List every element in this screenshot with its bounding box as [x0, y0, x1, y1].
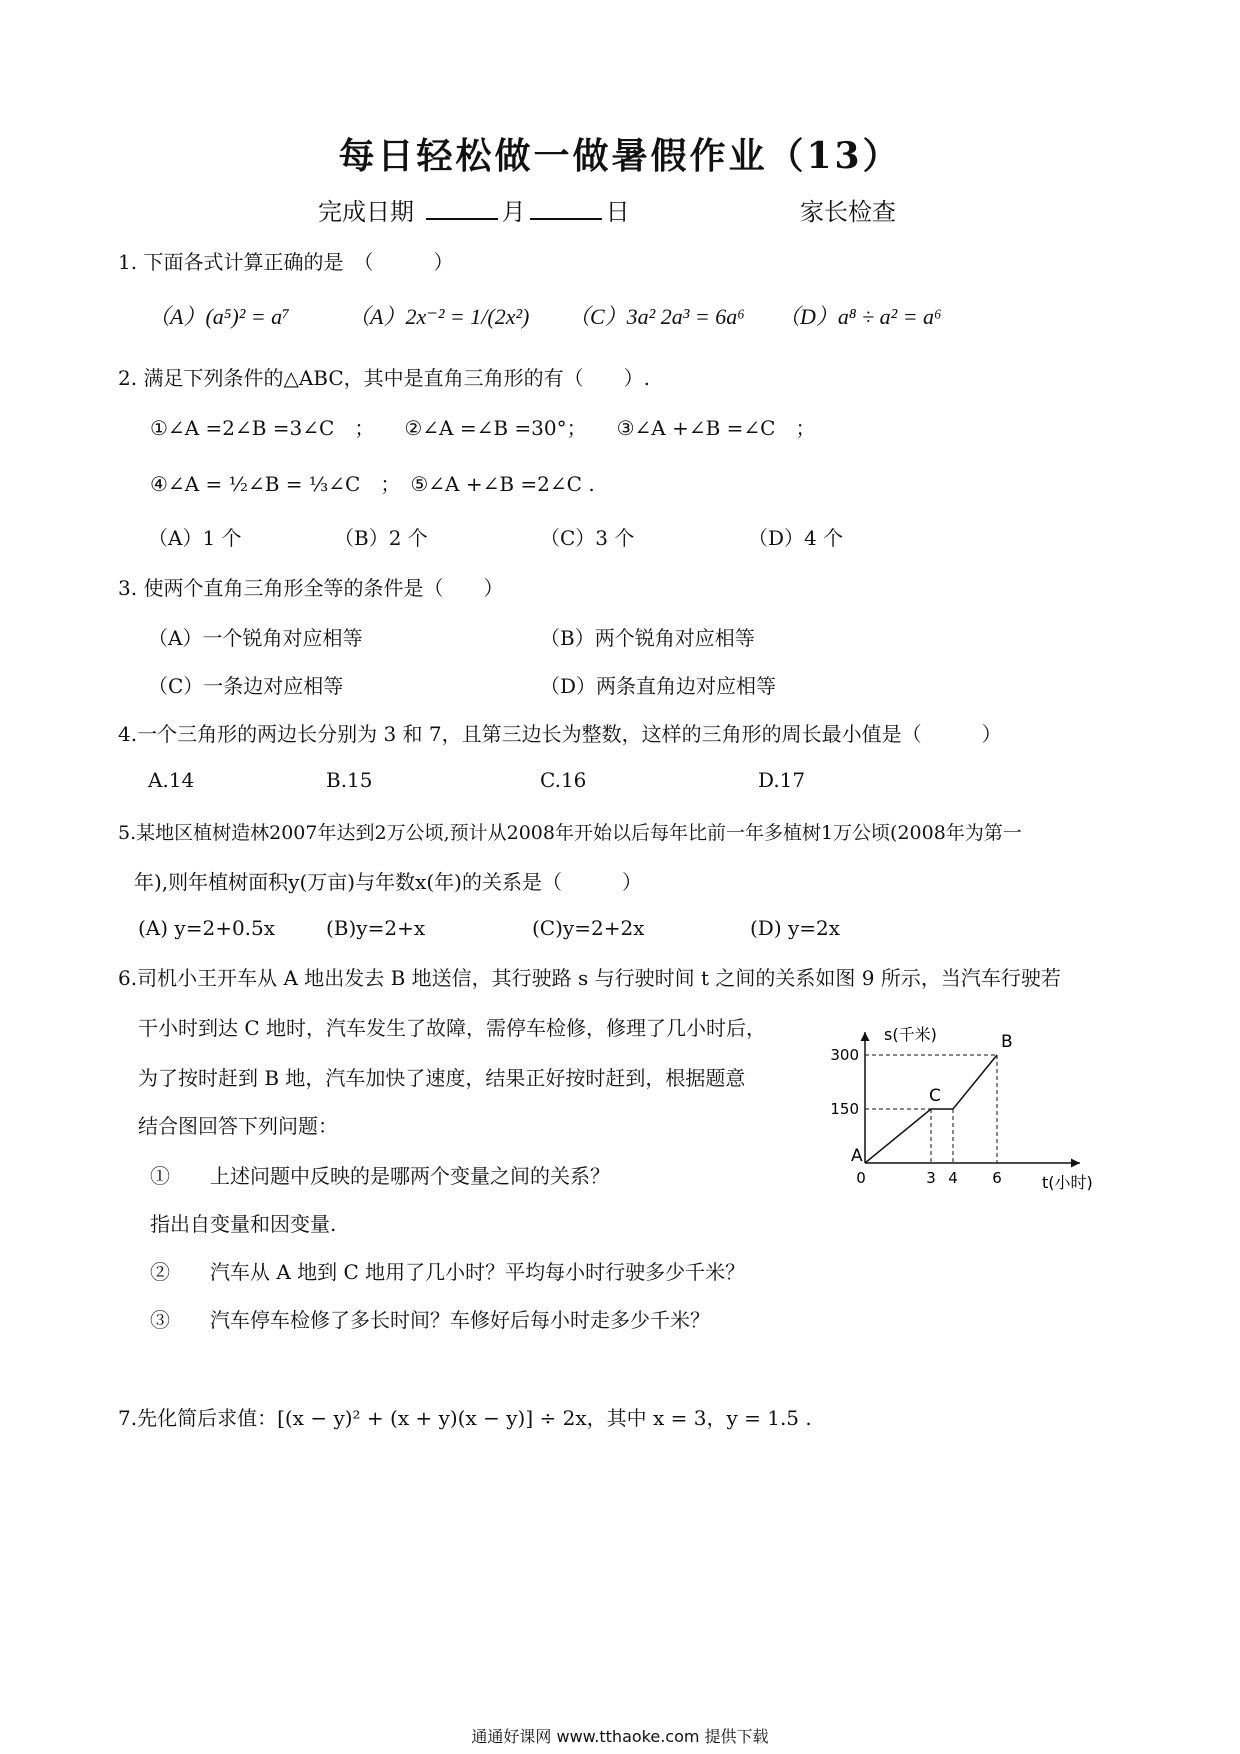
distance-time-chart: [820, 1010, 1120, 1210]
day-label: 日: [605, 198, 630, 226]
point-label-b: B: [1001, 1032, 1013, 1052]
parent-check-label: 家长检查: [800, 198, 896, 226]
q1-option-a2: （A）2x⁻² = 1/(2x²): [348, 304, 530, 329]
q2-option-a: （A）1 个: [148, 526, 242, 550]
q6-line-3: 为了按时赶到 B 地，汽车加快了速度，结果正好按时赶到，根据题意: [138, 1066, 746, 1090]
q6-sub-3: ③ 汽车停车检修了多长时间？车修好后每小时走多少千米？: [150, 1308, 710, 1332]
date-label: 完成日期: [318, 198, 414, 226]
x-tick-label: 4: [948, 1169, 958, 1187]
month-blank: [426, 196, 498, 220]
day-blank: [530, 196, 602, 220]
q2-option-d: （D）4 个: [748, 526, 844, 550]
q5-line-2: 年),则年植树面积y(万亩)与年数x(年)的关系是（ ）: [134, 870, 642, 894]
page-title: 每日轻松做一做暑假作业（13）: [338, 135, 902, 177]
x-axis-label: t(小时): [1042, 1173, 1093, 1192]
q6-sub-2: ② 汽车从 A 地到 C 地用了几小时？平均每小时行驶多少千米？: [150, 1260, 746, 1284]
q3-option-a: （A）一个锐角对应相等: [148, 626, 363, 650]
q6-line-2: 干小时到达 C 地时，汽车发生了故障，需停车检修，修理了几小时后，: [138, 1016, 767, 1040]
point-label-c: C: [929, 1086, 941, 1106]
q3-option-d: （D）两条直角边对应相等: [540, 674, 777, 698]
q3-option-c: （C）一条边对应相等: [148, 674, 344, 698]
q6-sub-1: ① 上述问题中反映的是哪两个变量之间的关系？: [150, 1164, 610, 1188]
q2-conditions-1: ①∠A =2∠B =3∠C ； ②∠A =∠B =30°； ③∠A +∠B =∠C ；: [150, 416, 816, 440]
q5-option-c: (C)y=2+2x: [532, 916, 645, 940]
q4-option-c: C.16: [540, 768, 587, 792]
q7-text: 7.先化简后求值：[(x − y)² + (x + y)(x − y)] ÷ 2x，其中 x = 3，y = 1.5 .: [118, 1406, 812, 1430]
q5-option-b: (B)y=2+x: [326, 916, 426, 940]
q2-option-b: （B）2 个: [334, 526, 428, 550]
q4-option-b: B.15: [326, 768, 373, 792]
month-label: 月: [501, 198, 526, 226]
q4-option-d: D.17: [758, 768, 806, 792]
header-row: [318, 192, 630, 227]
q6-line-1: 6.司机小王开车从 A 地出发去 B 地送信，其行驶路 s 与行驶时间 t 之间的关系如图 9 所示，当汽车行驶若: [118, 966, 1061, 990]
x-tick-label: 3: [926, 1169, 936, 1187]
q2-stem: 2. 满足下列条件的△ABC，其中是直角三角形的有（ ）.: [118, 366, 650, 390]
q5-line-1: 5.某地区植树造林2007年达到2万公顷,预计从2008年开始以后每年比前一年多植树1万公顷(2008年为第一: [118, 822, 1022, 844]
q3-stem: 3. 使两个直角三角形全等的条件是（ ）: [118, 576, 504, 600]
q2-conditions-2: ④∠A = ½∠B = ⅓∠C ； ⑤∠A +∠B =2∠C .: [150, 472, 595, 496]
q3-option-b: （B）两个锐角对应相等: [540, 626, 755, 650]
x-tick-label: 0: [856, 1169, 866, 1187]
q6-line-4: 结合图回答下列问题：: [138, 1114, 338, 1138]
y-tick-label: 300: [830, 1046, 859, 1064]
y-tick-label: 150: [830, 1100, 859, 1118]
point-label-a: A: [851, 1146, 863, 1166]
y-axis-label: s(千米): [884, 1025, 937, 1044]
q6-sub-1b: 指出自变量和因变量.: [150, 1212, 337, 1236]
q1-option-a1: （A）(a⁵)² = a⁷: [148, 304, 290, 329]
q5-option-d: (D) y=2x: [750, 916, 841, 940]
q5-option-a: (A) y=2+0.5x: [138, 916, 276, 940]
q1-option-c: （C）3a² 2a³ = 6a⁶: [568, 304, 745, 329]
q2-option-c: （C）3 个: [540, 526, 635, 550]
footer: 通通好课网 www.tthaoke.com 提供下载: [471, 1727, 769, 1746]
q4-option-a: A.14: [148, 768, 195, 792]
q1-stem: 1. 下面各式计算正确的是 （ ）: [118, 250, 454, 274]
q1-option-d: （D）a⁸ ÷ a² = a⁶: [778, 304, 942, 329]
x-tick-label: 6: [992, 1169, 1002, 1187]
q4-stem: 4.一个三角形的两边长分别为 3 和 7，且第三边长为整数，这样的三角形的周长最小值是（ ）: [118, 722, 1002, 746]
